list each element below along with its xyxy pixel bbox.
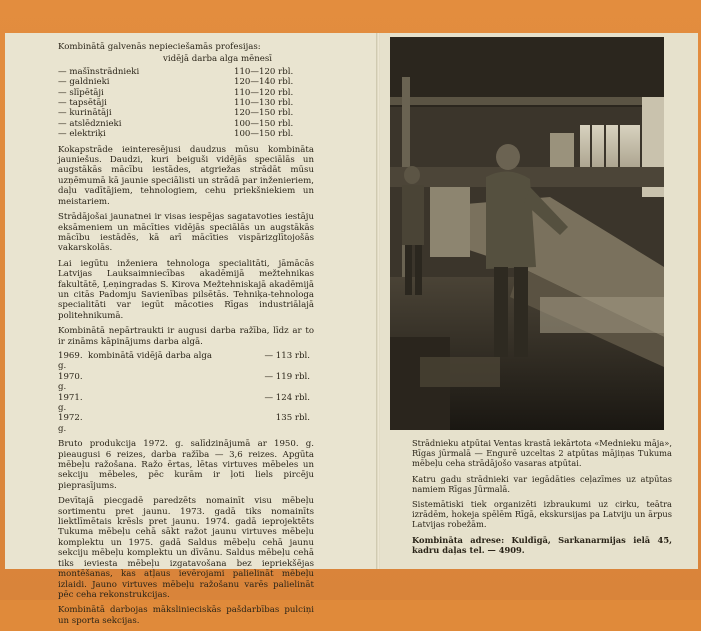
- profession-row: — elektriķi 100—150 rbl.: [58, 129, 294, 140]
- professions-list: [58, 67, 314, 140]
- paragraph-productivity: Kombinātā nepārtraukti ir augusi darba ražība, līdz ar to ir zināms kāpinājums darba algā.: [58, 326, 314, 347]
- factory-workshop-photo: [390, 37, 664, 430]
- company-address: Kombināta adrese: Kuldīgā, Sarkanarmijas ielā 45, kadru daļas tel. — 4909.: [412, 534, 672, 555]
- profession-row: — galdnieki 120—140 rbl.: [58, 77, 294, 88]
- salary-subheading: vidējā darba alga mēnesī: [163, 54, 273, 65]
- profession-row: — atslēdznieki 100—150 rbl.: [58, 118, 294, 129]
- workshop-illustration: [390, 37, 664, 430]
- paragraph-activities: Kombinātā darbojas mākslinieciskās pašdarbības pulciņi un sporta sekcijas.: [58, 605, 314, 626]
- paragraph-five-year-plan: Devītajā piecgadē paredzēts nomainīt visu mēbeļu sortimentu pret jaunu. 1973. gadā tiks nomainīts liektlīmētais krēsls pret jaunu. 1974. gadā ieprojektēts Tukuma mēbeļu cehā sākt ražot jaunu virtuves mēbeļu komplektu un 1975. gadā Saldus mēbeļu cehā jaunu sekciju mēbeļu komplektu un dīvānu. Saldus mēbeļu cehā tiks ieviesta mēbeļu izgatavošana bez iepriekšējas montēšanas, kas atļaus ievērojami palielināt mēbeļu izlaidi. Jauno virtuves mēbeļu ražošanu varēs palielināt pēc ceha rekonstrukcijas.: [58, 496, 314, 600]
- left-text-column: [58, 42, 314, 631]
- paragraph-vouchers: Katru gadu strādnieki var iegādāties ceļazīmes uz atpūtas namiem Rīgas Jūrmalā.: [412, 473, 672, 494]
- paragraph-education: Strādājošai jaunatnei ir visas iespējas sagatavoties iestāju eksāmeniem un mācīties vidējās speciālās un augstākās mācību iestādēs, kā arī mācīties vispārizglītojošās vakarskolās.: [58, 212, 314, 254]
- wage-row: 1971. g. — 124 rbl.: [58, 392, 310, 413]
- paragraph-engineering: Lai iegūtu inženiera tehnologa specialitāti, jāmācās Latvijas Lauksaimniecības akadēmijā mežtehnikas fakultātē, Ļeņingradas S. Kirova Mežtehniskajā akadēmijā un citās Padomju Savienības pilsētās. Tehniķa-tehnologa specialitāti var iegūt mācoties Rīgas industriālajā politehnikumā.: [58, 258, 314, 321]
- profession-row: — mašīnstrādnieki 110—120 rbl.: [58, 66, 294, 77]
- wages-table: [58, 351, 314, 434]
- wage-row: 1970. g. — 119 rbl.: [58, 371, 310, 393]
- profession-row: — kurinātāji 120—150 rbl.: [58, 108, 294, 119]
- paragraph-rest-houses: Strādnieku atpūtai Ventas krastā iekārtota «Mednieku māja», Rīgas jūrmalā — Engurē uzceltas 2 atpūtas mājiņas Tukuma mēbeļu ceha strādājošo vasaras atpūtai.: [412, 438, 672, 469]
- wage-row: 1969. g. kombinātā vidējā darba alga — 113 rbl.: [58, 350, 310, 372]
- paragraph-excursions: Sistemātiski tiek organizēti izbraukumi uz cirku, teātra izrādēm, hokeja spēlēm Rīgā, ekskursijas pa Latviju un ārpus Latvijas robežām.: [412, 499, 672, 530]
- profession-row: — slīpētāji 110—120 rbl.: [58, 87, 294, 98]
- wage-row: 1972. g. 135 rbl.: [58, 413, 310, 434]
- paragraph-production: Bruto produkcija 1972. g. salīdzinājumā ar 1950. g. pieaugusi 6 reizes, darba ražība — 3,6 reizes. Apgūta mēbeļu ražošana. Ražo ērtas, lētas virtuves mēbeles un sekciju mēbeles, pēc kurām ir ļoti liels pircēju pieprasījums.: [58, 439, 314, 491]
- right-text-column: [412, 438, 672, 560]
- professions-heading: Kombinātā galvenās nepieciešamās profesijas:: [58, 42, 261, 52]
- paragraph-specialists: Kokapstrāde ieinteresējusi daudzus mūsu kombināta jauniešus. Daudzi, kuri beiguši vidējās speciālās un augstākās mācību iestādes, atgriežas strādāt mūsu uzņēmumā kā jaunie speciālisti un strādā par inženieriem, daļu vadītājiem, tehnologiem, cehu priekšniekiem un meistariem.: [58, 144, 314, 207]
- profession-row: — tapsētāji 110—130 rbl.: [58, 98, 294, 109]
